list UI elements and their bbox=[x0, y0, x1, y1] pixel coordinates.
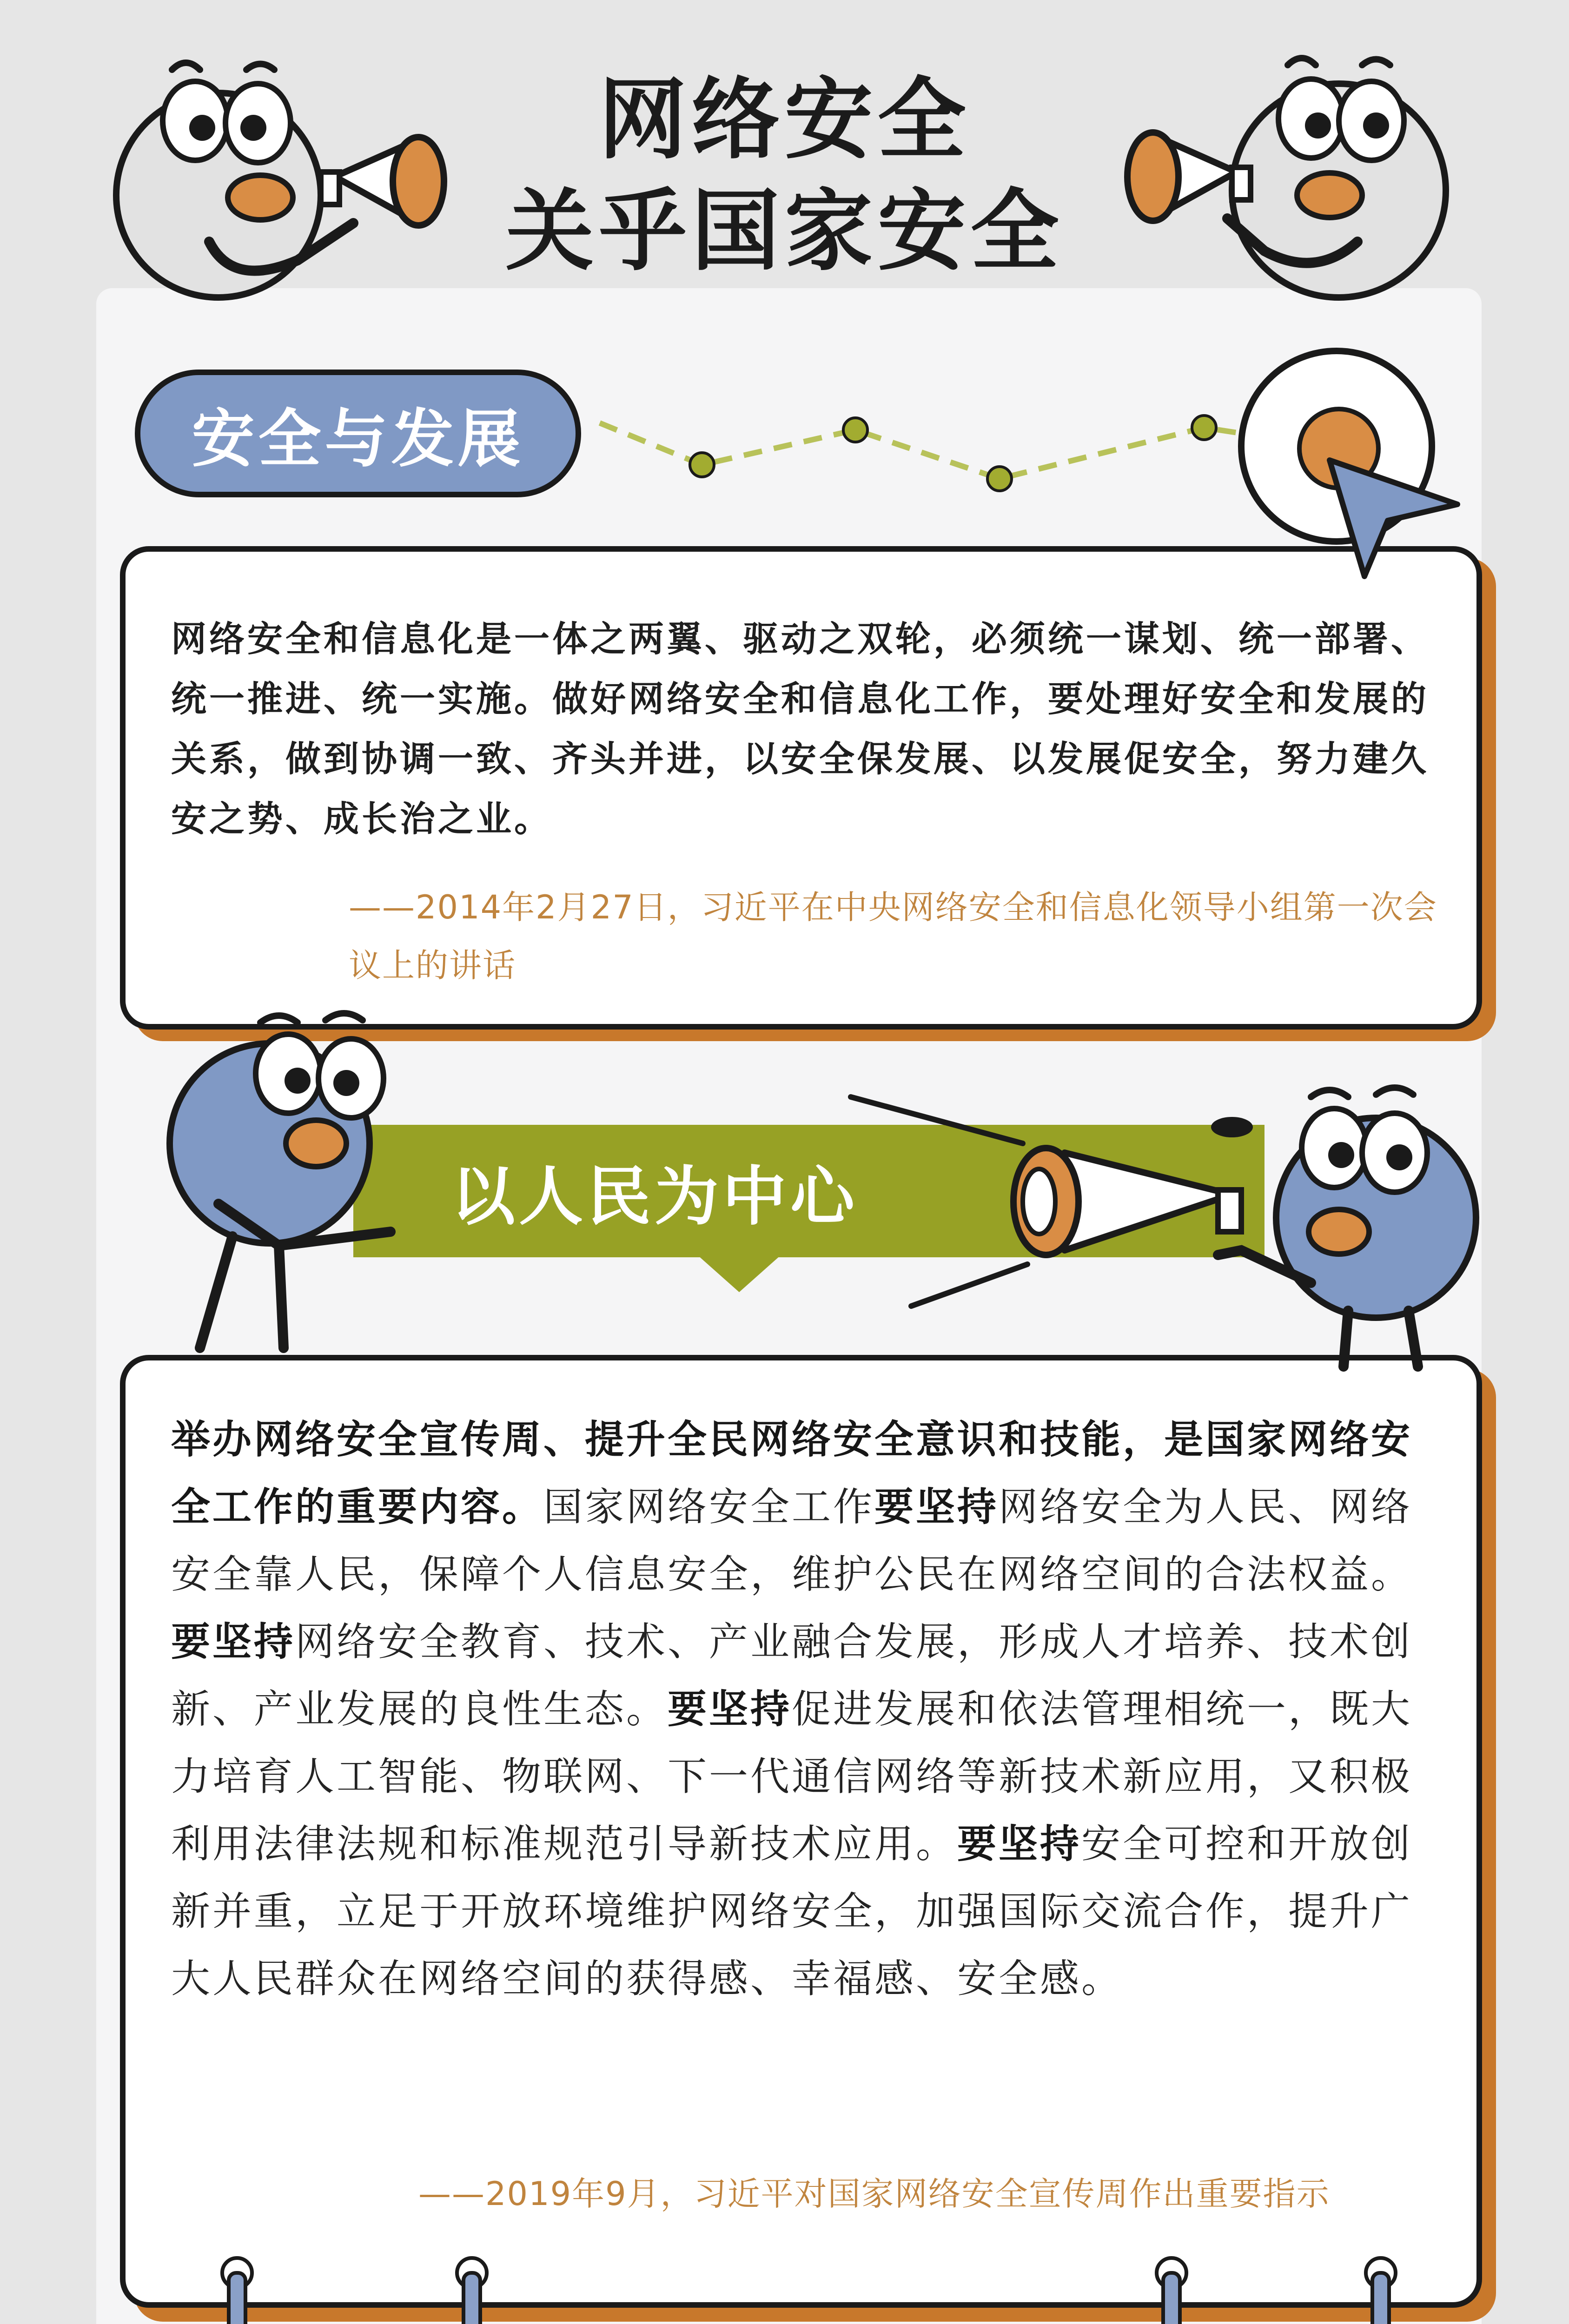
section-label-people-centered: 以人民为中心 bbox=[353, 1125, 1264, 1257]
text-seg: 网络安全教育、技术、产业融合发展，形成人才培养、技术创新、产业发展的良性生态。 bbox=[171, 1619, 1413, 1732]
bold-must-adhere: 要坚持 bbox=[171, 1619, 296, 1664]
bold-must-adhere: 要坚持 bbox=[668, 1686, 792, 1732]
source-2019: ——2019年9月，习近平对国家网络安全宣传周作出重要指示 bbox=[418, 2175, 1330, 2213]
text-seg: 促进发展和依法管理相统一，既大力培育人工智能、物联网、下一代通信网络等新技术新应用，又积极利用法律法规和标准规范引导新技术应用。 bbox=[171, 1686, 1413, 1867]
section-label-security-development: 安全与发展 bbox=[135, 370, 581, 497]
quote-security-development: 网络安全和信息化是一体之两翼、驱动之双轮，必须统一谋划、统一部署、统一推进、统一实施。做好网络安全和信息化工作，要处理好安全和发展的关系，做到协调一致、齐头并进，以安全保发展、以发展促安全，努力建久安之势、成长治之业。 bbox=[171, 618, 1429, 839]
text-seg: 国家网络安全工作 bbox=[543, 1484, 875, 1530]
bold-intro: 举办网络安全宣传周、提升全民网络安全意识和技能，是国家网络安全工作的重要内容。 bbox=[171, 1417, 1413, 1530]
quote-people-centered bbox=[171, 1406, 1436, 2013]
bold-must-adhere: 要坚持 bbox=[957, 1821, 1082, 1867]
source-2014: ——2014年2月27日，习近平在中央网络安全和信息化领导小组第一次会议上的讲话 bbox=[349, 888, 1437, 984]
page-title-line2: 关乎国家安全 bbox=[505, 180, 1064, 283]
text-seg: 安全可控和开放创新并重，立足于开放环境维护网络安全，加强国际交流合作，提升广大人民群众在网络空间的获得感、幸福感、安全感。 bbox=[171, 1821, 1413, 2001]
text-seg: 网络安全为人民、网络安全靠人民，保障个人信息安全，维护公民在网络空间的合法权益。 bbox=[171, 1484, 1413, 1597]
bold-must-adhere: 要坚持 bbox=[874, 1484, 999, 1530]
page-title-line1: 网络安全 bbox=[598, 68, 971, 171]
